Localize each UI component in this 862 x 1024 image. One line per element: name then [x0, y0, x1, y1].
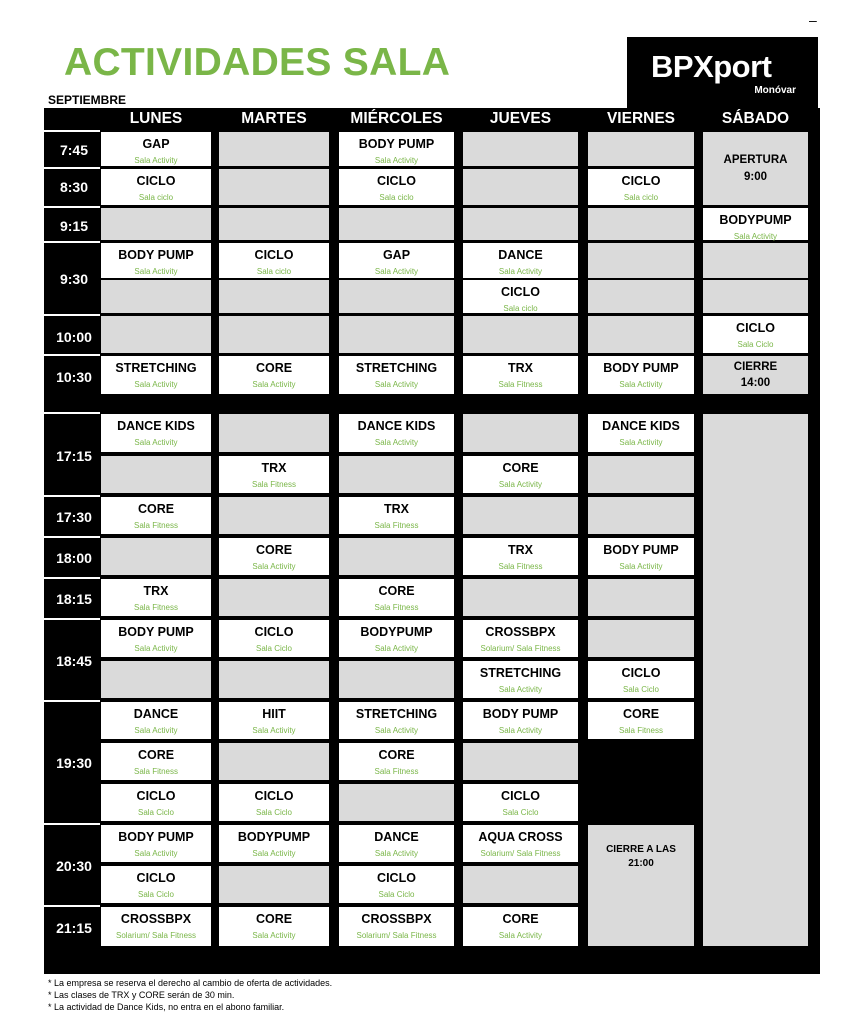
class-room: Sala Activity	[134, 380, 178, 389]
class-name: CICLO	[136, 871, 176, 885]
class-room: Sala Activity	[619, 380, 663, 389]
day-header-jueves: JUEVES	[489, 110, 552, 127]
class-room: Sala Fitness	[251, 480, 297, 489]
time-label: 8:30	[59, 179, 89, 195]
empty-slot	[588, 243, 694, 278]
class-room: Sala Fitness	[374, 521, 419, 530]
class-name: CICLO	[254, 789, 294, 803]
class-room: Sala Activity	[374, 380, 419, 389]
class-slot	[588, 661, 694, 698]
class-slot	[101, 743, 211, 780]
time-divider	[44, 577, 100, 579]
cierre-noche-label: CIERRE A LAS	[606, 844, 676, 855]
class-name: DANCE	[498, 248, 543, 262]
time-divider	[44, 206, 100, 208]
class-name: DANCE KIDS	[357, 419, 436, 433]
class-room: Sala Fitness	[498, 562, 543, 571]
class-room: Sala Activity	[252, 931, 296, 940]
time-divider	[44, 241, 100, 243]
class-slot	[463, 784, 578, 821]
empty-slot	[588, 497, 694, 534]
class-name: TRX	[384, 502, 409, 516]
empty-slot	[463, 497, 578, 534]
class-slot	[101, 414, 211, 452]
time-label: 18:45	[56, 653, 92, 669]
cierre-label: CIERRE	[733, 361, 778, 373]
class-slot	[219, 538, 329, 575]
day-header-lunes: LUNES	[129, 110, 183, 127]
empty-slot	[219, 316, 329, 353]
empty-slot	[463, 414, 578, 452]
class-room: Sala Activity	[374, 726, 419, 735]
schedule-table	[44, 108, 820, 974]
class-name: DANCE	[133, 707, 179, 721]
class-room: Sala Ciclo	[255, 644, 292, 653]
class-room: Sala Activity	[619, 562, 663, 571]
empty-slot	[703, 280, 808, 313]
time-divider	[44, 412, 100, 414]
empty-slot	[463, 316, 578, 353]
cierre-noche-block	[588, 825, 694, 946]
class-slot	[219, 784, 329, 821]
empty-slot	[463, 169, 578, 205]
class-name: TRX	[261, 461, 287, 475]
class-room: Sala Activity	[374, 156, 419, 165]
class-slot	[588, 169, 694, 205]
class-slot	[339, 414, 454, 452]
time-divider	[44, 314, 100, 316]
class-slot	[463, 243, 578, 278]
class-room: Sala ciclo	[623, 193, 659, 202]
class-room: Sala Activity	[733, 232, 778, 241]
class-room: Sala Activity	[374, 267, 419, 276]
class-name: CICLO	[254, 625, 294, 639]
day-header-miercoles: MIÉRCOLES	[350, 110, 443, 127]
class-slot	[219, 702, 329, 739]
time-divider	[44, 167, 100, 169]
class-slot	[101, 620, 211, 657]
empty-slot	[219, 497, 329, 534]
class-room: Sala ciclo	[256, 267, 292, 276]
class-name: CORE	[255, 543, 293, 557]
class-room: Sala Activity	[134, 438, 178, 447]
time-label: 10:00	[56, 329, 92, 345]
class-name: CROSSBPX	[120, 912, 192, 926]
time-label: 18:00	[56, 550, 92, 566]
empty-slot	[339, 538, 454, 575]
class-room: Sala Fitness	[133, 767, 179, 776]
time-divider	[44, 495, 100, 497]
apertura-label: APERTURA	[723, 154, 788, 166]
time-label: 7:45	[59, 142, 89, 158]
time-divider	[44, 536, 100, 538]
class-name: GAP	[142, 137, 170, 151]
class-name: CORE	[137, 748, 175, 762]
class-slot	[463, 825, 578, 862]
class-slot	[703, 208, 808, 240]
time-label: 21:15	[56, 920, 92, 936]
cierre-time: 14:00	[740, 377, 771, 389]
class-slot	[339, 356, 454, 394]
class-name: DANCE	[374, 830, 419, 844]
class-name: CORE	[255, 912, 293, 926]
class-name: CORE	[137, 502, 175, 516]
class-room: Sala Activity	[252, 562, 296, 571]
class-slot	[463, 702, 578, 739]
empty-slot	[101, 280, 211, 313]
day-header-martes: MARTES	[241, 110, 307, 127]
class-name: DANCE KIDS	[602, 419, 680, 433]
class-room: Sala Ciclo	[137, 890, 174, 899]
class-room: Sala Activity	[498, 931, 543, 940]
empty-slot	[339, 784, 454, 821]
class-room: Sala ciclo	[379, 193, 414, 202]
class-name: STRETCHING	[115, 361, 197, 375]
class-room: Sala Ciclo	[737, 340, 774, 349]
class-name: BODY PUMP	[603, 543, 679, 557]
empty-slot	[339, 316, 454, 353]
class-room: Sala Fitness	[498, 380, 543, 389]
page-title: ACTIVIDADES SALA	[64, 41, 451, 84]
class-slot	[339, 497, 454, 534]
class-slot	[339, 743, 454, 780]
empty-slot	[219, 743, 329, 780]
class-slot	[588, 538, 694, 575]
class-slot	[339, 169, 454, 205]
class-name: TRX	[508, 543, 533, 557]
time-divider	[44, 354, 100, 356]
empty-slot	[588, 208, 694, 240]
class-name: CICLO	[621, 666, 661, 680]
class-room: Sala ciclo	[138, 193, 174, 202]
class-name: AQUA CROSS	[478, 830, 563, 844]
class-room: Sala Activity	[134, 726, 178, 735]
empty-slot	[463, 743, 578, 780]
class-name: TRX	[143, 584, 169, 598]
class-slot	[101, 579, 211, 616]
class-room: Sala Activity	[498, 685, 543, 694]
class-slot	[219, 825, 329, 862]
empty-slot	[463, 132, 578, 166]
class-name: CICLO	[136, 789, 176, 803]
footer-note: * La actividad de Dance Kids, no entra en el abono familiar.	[48, 1002, 285, 1012]
empty-slot	[219, 866, 329, 903]
empty-slot	[219, 661, 329, 698]
class-room: Sala Activity	[134, 644, 178, 653]
class-slot	[219, 907, 329, 946]
class-slot	[101, 866, 211, 903]
class-room: Sala Activity	[252, 849, 296, 858]
class-name: STRETCHING	[355, 707, 438, 721]
class-name: CROSSBPX	[361, 912, 432, 926]
logo-location: Monóvar	[754, 85, 796, 96]
class-slot	[101, 702, 211, 739]
day-header-viernes: VIERNES	[606, 110, 676, 127]
time-label: 9:30	[59, 271, 89, 287]
empty-slot	[101, 456, 211, 493]
class-name: CORE	[378, 748, 415, 762]
empty-slot	[588, 132, 694, 166]
empty-slot	[339, 208, 454, 240]
saturday-closed-block	[703, 414, 808, 946]
corner-mark: –	[809, 12, 817, 28]
empty-slot	[703, 243, 808, 278]
time-label: 9:15	[59, 218, 89, 234]
class-slot	[703, 316, 808, 353]
empty-slot	[101, 538, 211, 575]
month-label: SEPTIEMBRE	[48, 93, 127, 107]
empty-slot	[101, 208, 211, 240]
class-slot	[339, 702, 454, 739]
class-slot	[463, 538, 578, 575]
class-room: Sala Activity	[134, 267, 178, 276]
class-name: TRX	[508, 361, 533, 375]
class-slot	[101, 497, 211, 534]
class-slot	[588, 356, 694, 394]
class-room: Sala Activity	[374, 644, 419, 653]
class-room: Sala Activity	[134, 156, 178, 165]
empty-slot	[588, 579, 694, 616]
class-room: Solarium/ Sala Fitness	[115, 931, 197, 940]
class-slot	[219, 620, 329, 657]
class-name: BODYPUMP	[237, 830, 311, 844]
empty-slot	[339, 280, 454, 313]
class-room: Solarium/ Sala Fitness	[480, 849, 561, 858]
class-name: BODYPUMP	[360, 625, 433, 639]
empty-slot	[588, 620, 694, 657]
time-divider	[44, 905, 100, 907]
empty-slot	[219, 132, 329, 166]
apertura-time: 9:00	[743, 171, 768, 183]
class-name: CORE	[255, 361, 293, 375]
time-label: 18:15	[56, 591, 92, 607]
logo-brand: BPXport	[651, 49, 772, 84]
footer-note: * Las clases de TRX y CORE serán de 30 min.	[48, 990, 235, 1000]
class-slot	[339, 866, 454, 903]
day-header-sabado: SÁBADO	[721, 110, 790, 127]
class-slot	[463, 280, 578, 313]
class-name: CICLO	[621, 174, 661, 188]
class-slot	[101, 825, 211, 862]
class-slot	[101, 907, 211, 946]
class-slot	[339, 907, 454, 946]
class-slot	[101, 243, 211, 278]
class-room: Sala Activity	[252, 380, 296, 389]
class-name: BODY PUMP	[358, 137, 435, 151]
class-name: CORE	[378, 584, 415, 598]
class-slot	[339, 243, 454, 278]
class-name: CICLO	[254, 248, 294, 262]
empty-slot	[219, 579, 329, 616]
empty-slot	[588, 280, 694, 313]
class-name: CICLO	[136, 174, 176, 188]
class-name: CICLO	[501, 285, 540, 299]
class-name: CICLO	[501, 789, 540, 803]
class-room: Sala Ciclo	[622, 685, 659, 694]
class-name: BODY PUMP	[482, 707, 559, 721]
class-room: Sala Activity	[374, 849, 419, 858]
class-slot	[101, 169, 211, 205]
class-name: BODY PUMP	[603, 361, 679, 375]
empty-slot	[588, 316, 694, 353]
class-slot	[339, 579, 454, 616]
cierre-noche-time: 21:00	[628, 858, 654, 869]
empty-slot	[101, 661, 211, 698]
class-name: CORE	[622, 707, 660, 721]
class-slot	[219, 243, 329, 278]
class-slot	[339, 825, 454, 862]
class-slot	[101, 784, 211, 821]
class-room: Sala Activity	[498, 480, 543, 489]
time-divider	[44, 700, 100, 702]
class-name: CROSSBPX	[485, 625, 556, 639]
class-room: Sala Ciclo	[378, 890, 415, 899]
class-name: HIIT	[262, 707, 286, 721]
class-slot	[463, 356, 578, 394]
class-slot	[101, 356, 211, 394]
time-label: 20:30	[56, 858, 92, 874]
class-room: Sala Activity	[374, 438, 419, 447]
class-room: Sala Fitness	[618, 726, 664, 735]
empty-slot	[463, 866, 578, 903]
empty-slot	[219, 169, 329, 205]
class-name: CORE	[502, 912, 539, 926]
class-name: BODY PUMP	[118, 248, 194, 262]
time-label: 17:15	[56, 448, 92, 464]
class-room: Sala ciclo	[503, 304, 538, 313]
class-slot	[101, 132, 211, 166]
class-room: Sala Fitness	[374, 603, 419, 612]
class-room: Sala Ciclo	[255, 808, 292, 817]
time-divider	[44, 130, 100, 132]
class-slot	[463, 661, 578, 698]
class-room: Solarium/ Sala Fitness	[356, 931, 437, 940]
cierre-block	[703, 356, 808, 394]
empty-slot	[219, 414, 329, 452]
class-room: Sala Activity	[252, 726, 296, 735]
empty-slot	[219, 280, 329, 313]
class-name: STRETCHING	[479, 666, 562, 680]
empty-slot	[463, 208, 578, 240]
class-room: Solarium/ Sala Fitness	[480, 644, 561, 653]
time-label: 10:30	[56, 369, 92, 385]
class-name: BODY PUMP	[118, 830, 194, 844]
class-room: Sala Activity	[498, 267, 543, 276]
class-slot	[463, 907, 578, 946]
brand-logo	[627, 37, 818, 108]
class-slot	[339, 132, 454, 166]
empty-slot	[588, 456, 694, 493]
class-slot	[463, 456, 578, 493]
class-room: Sala Activity	[498, 726, 543, 735]
class-room: Sala Ciclo	[137, 808, 174, 817]
class-slot	[463, 620, 578, 657]
class-room: Sala Activity	[619, 438, 663, 447]
class-name: BODYPUMP	[719, 213, 792, 227]
apertura-block	[703, 132, 808, 205]
class-name: CORE	[502, 461, 539, 475]
class-slot	[588, 414, 694, 452]
class-name: CICLO	[377, 174, 416, 188]
class-room: Sala Activity	[134, 849, 178, 858]
class-room: Sala Fitness	[133, 603, 179, 612]
time-divider	[44, 823, 100, 825]
class-name: GAP	[382, 248, 411, 262]
footer-note: * La empresa se reserva el derecho al cambio de oferta de actividades.	[48, 978, 333, 988]
time-label: 17:30	[56, 509, 92, 525]
empty-slot	[339, 661, 454, 698]
footer-notes	[48, 977, 332, 1013]
class-room: Sala Fitness	[374, 767, 419, 776]
class-slot	[588, 702, 694, 739]
time-label: 19:30	[56, 755, 92, 771]
class-name: STRETCHING	[355, 361, 438, 375]
class-slot	[219, 356, 329, 394]
class-slot	[219, 456, 329, 493]
empty-slot	[219, 208, 329, 240]
class-name: CICLO	[736, 321, 775, 335]
class-name: BODY PUMP	[118, 625, 194, 639]
class-name: DANCE KIDS	[117, 419, 195, 433]
class-room: Sala Ciclo	[502, 808, 539, 817]
class-name: CICLO	[377, 871, 416, 885]
empty-slot	[463, 579, 578, 616]
class-slot	[339, 620, 454, 657]
class-room: Sala Fitness	[133, 521, 179, 530]
empty-slot	[101, 316, 211, 353]
time-divider	[44, 618, 100, 620]
empty-slot	[339, 456, 454, 493]
